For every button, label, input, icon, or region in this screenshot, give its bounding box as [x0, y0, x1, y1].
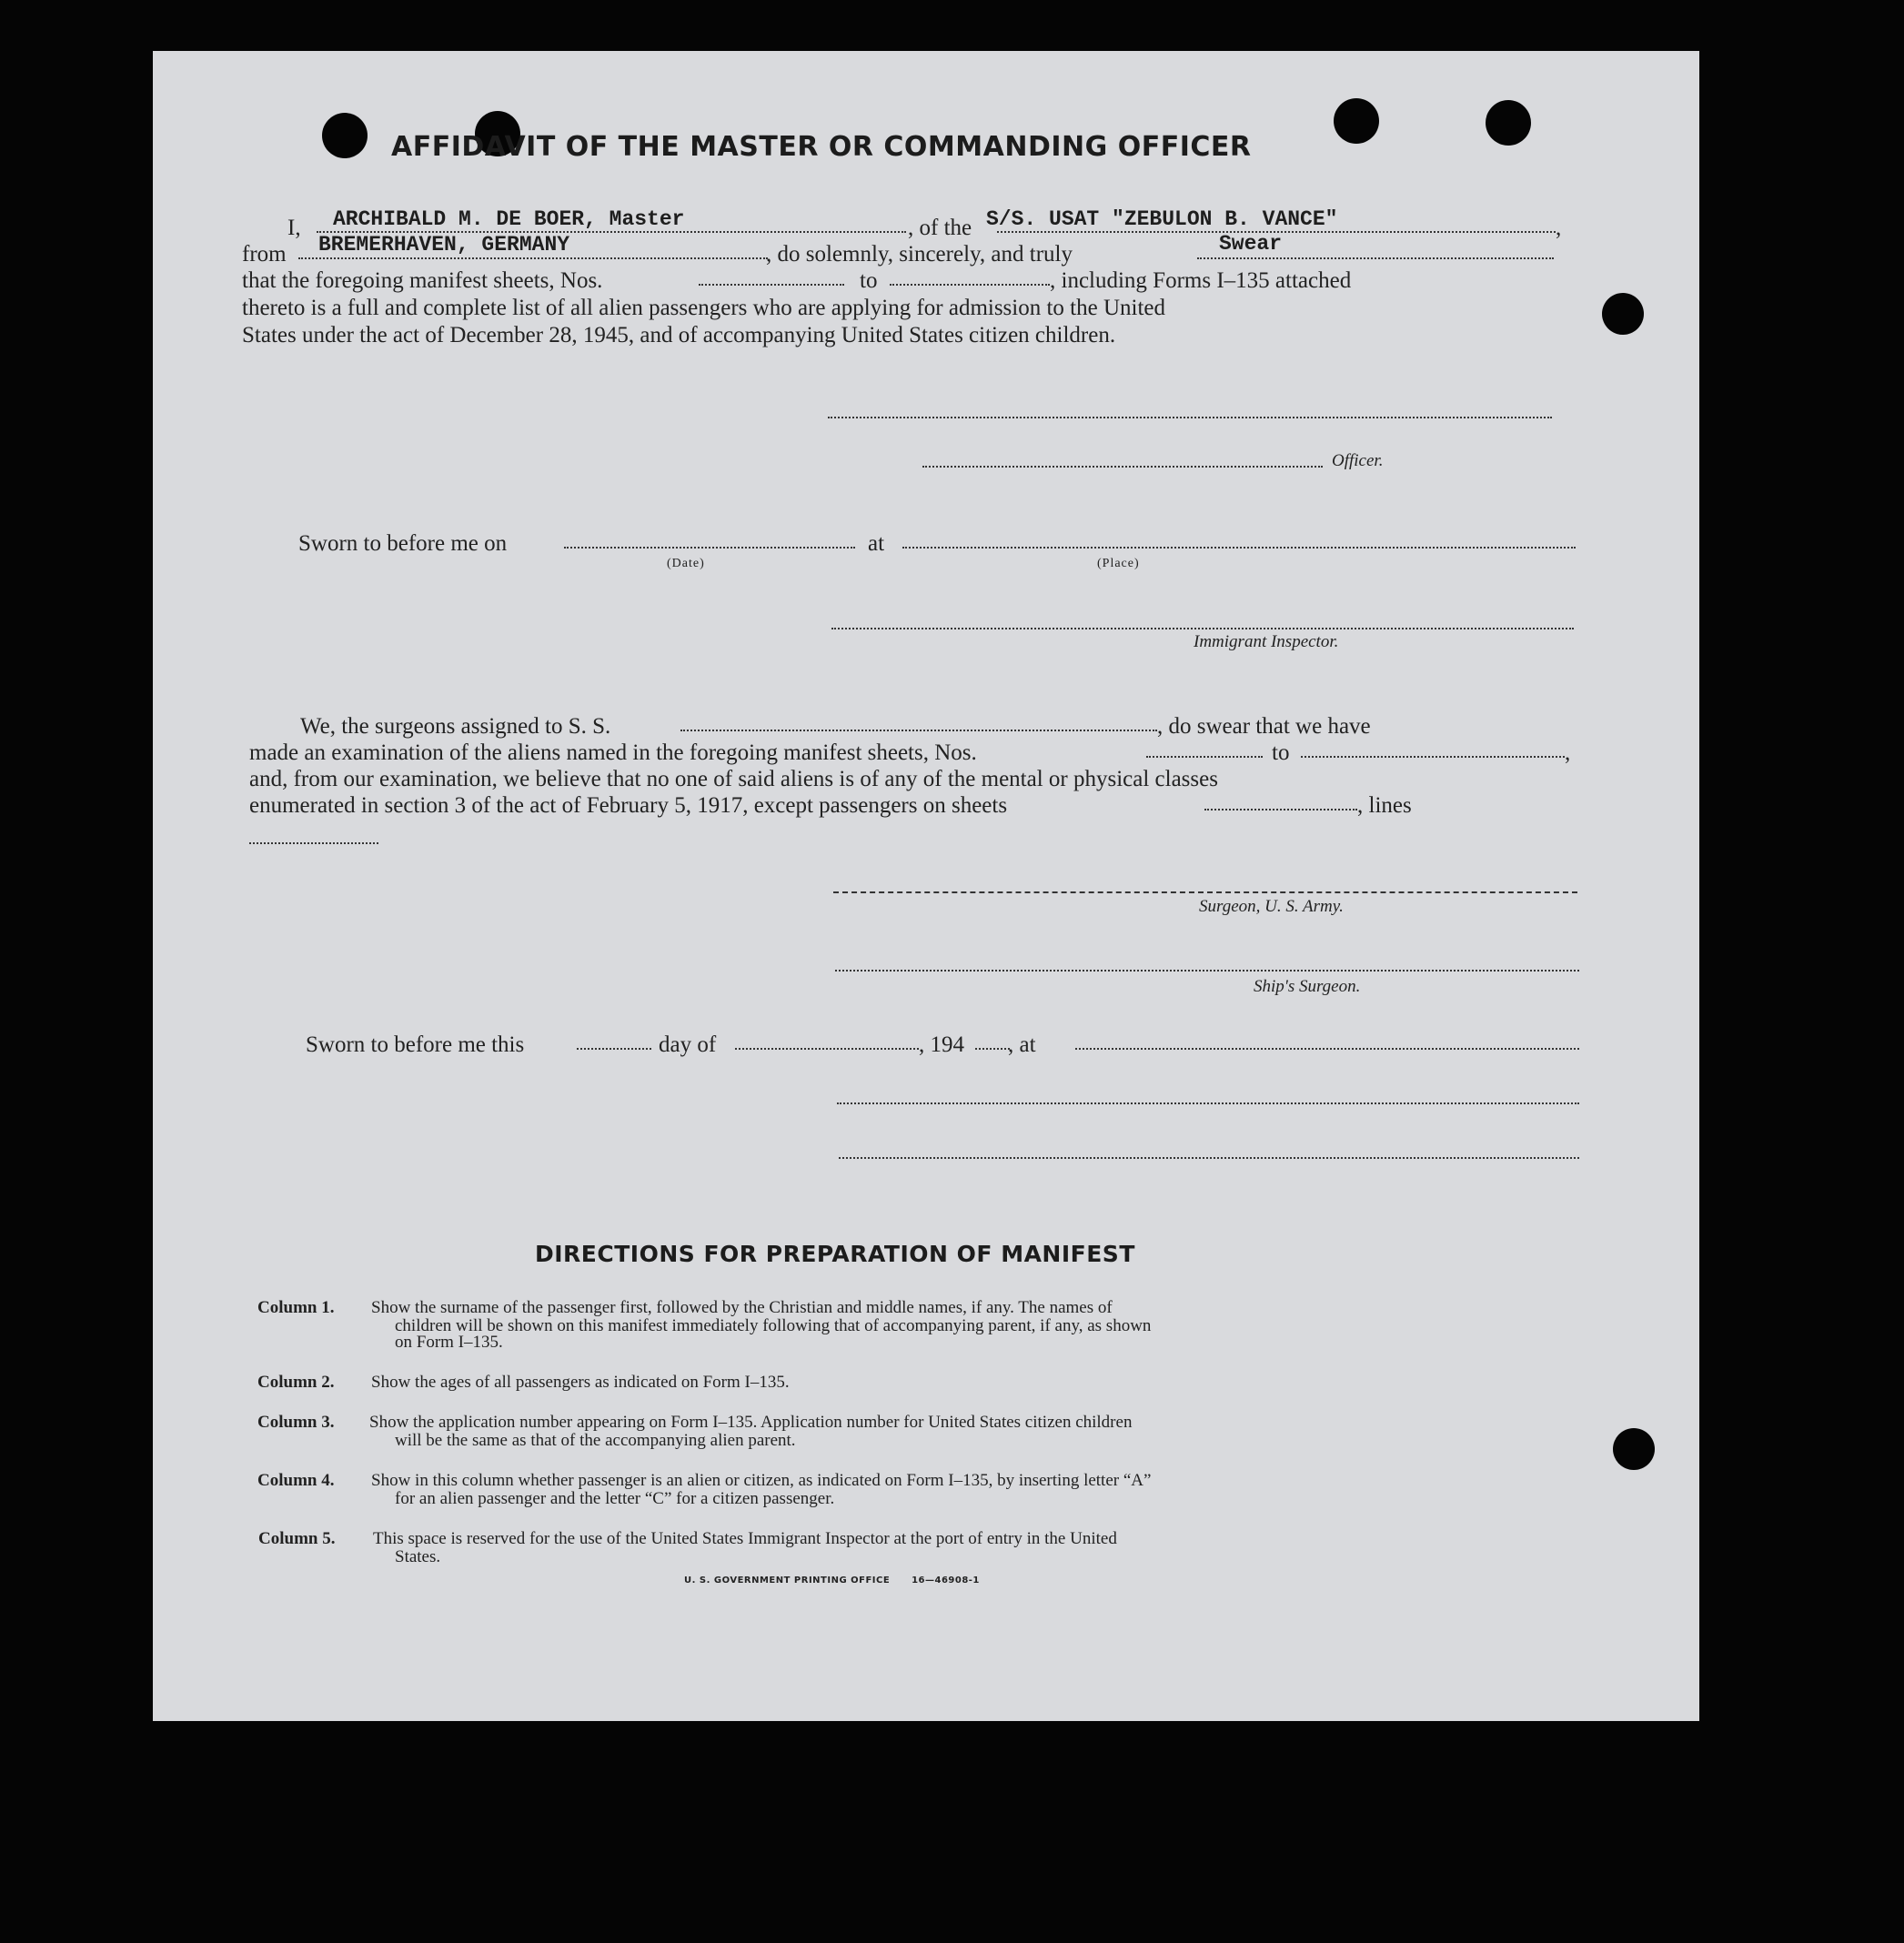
- punch-hole: [1613, 1428, 1655, 1470]
- direction-column-1-label: Column 1.: [257, 1298, 335, 1317]
- printing-office-footer: U. S. GOVERNMENT PRINTING OFFICE 16—46908-1: [684, 1576, 980, 1586]
- sworn-place-line[interactable]: [902, 547, 1576, 549]
- surgeons-text-4a: enumerated in section 3 of the act of February 5, 1917, except passengers on sheets: [249, 793, 1008, 818]
- surgeons-text-4b: , lines: [1357, 793, 1412, 818]
- punch-hole: [322, 113, 368, 158]
- text-at: at: [868, 531, 885, 556]
- ship-surgeon-label: Ship's Surgeon.: [1254, 977, 1361, 996]
- place-caption: (Place): [1097, 557, 1140, 570]
- direction-column-2-label: Column 2.: [257, 1373, 335, 1392]
- sworn-before-label: Sworn to before me on: [298, 531, 508, 556]
- direction-column-1-text-3: on Form I–135.: [395, 1333, 503, 1352]
- surgeons-text-3: and, from our examination, we believe that no one of said aliens is of any of the mental or physical classes: [249, 767, 1218, 791]
- sheet-to-line[interactable]: [890, 284, 1050, 286]
- ship-surgeon-signature-line[interactable]: [835, 970, 1579, 972]
- direction-column-4-text-2: for an alien passenger and the letter “C” for a citizen passenger.: [395, 1489, 835, 1508]
- affidavit-text-line-4: thereto is a full and complete list of all alien passengers who are applying for admission to the United: [242, 296, 1166, 320]
- army-surgeon-label: Surgeon, U. S. Army.: [1199, 897, 1344, 916]
- text-from: from: [242, 242, 287, 267]
- inspector-signature-line[interactable]: [831, 628, 1574, 629]
- date-caption: (Date): [667, 557, 705, 570]
- surgeons-text-to: to: [1272, 740, 1290, 765]
- text-to: to: [860, 268, 878, 293]
- text-manifest-sheets: that the foregoing manifest sheets, Nos.: [242, 268, 603, 293]
- text-i: I,: [287, 216, 301, 240]
- surgeons-text-comma: ,: [1565, 740, 1571, 765]
- sworn-month-line[interactable]: [735, 1048, 919, 1050]
- text-year-194: , 194: [919, 1032, 964, 1057]
- master-name-field[interactable]: ARCHIBALD M. DE BOER, Master: [333, 207, 685, 231]
- oath-field[interactable]: Swear: [1219, 232, 1283, 256]
- direction-column-4-text: Show in this column whether passenger is an alien or citizen, as indicated on Form I–135, by inserting letter “A”: [371, 1471, 1152, 1490]
- text-day-of: day of: [659, 1032, 717, 1057]
- text-including-forms: , including Forms I–135 attached: [1050, 268, 1352, 293]
- direction-column-4-label: Column 4.: [257, 1471, 335, 1490]
- officer-label: Officer.: [1332, 451, 1384, 470]
- port-line: [298, 257, 768, 259]
- direction-column-3-text: Show the application number appearing on Form I–135. Application number for United States citizen children: [369, 1413, 1133, 1432]
- direction-column-5-text-2: States.: [395, 1547, 441, 1566]
- sworn-year-digit-line[interactable]: [975, 1048, 1010, 1050]
- sheet-from-line[interactable]: [699, 284, 844, 286]
- text-of-the: , of the: [908, 216, 972, 240]
- punch-hole: [1602, 293, 1644, 335]
- punch-hole: [1334, 98, 1379, 144]
- direction-column-3-label: Column 3.: [257, 1413, 335, 1432]
- sworn-day-line[interactable]: [577, 1048, 651, 1050]
- text-do-solemnly: , do solemnly, sincerely, and truly: [766, 242, 1073, 267]
- surgeon-ship-line[interactable]: [680, 730, 1157, 731]
- except-sheets-line[interactable]: [1204, 809, 1357, 810]
- affidavit-text-line-5: States under the act of December 28, 1945, and of accompanying United States citizen children.: [242, 323, 1116, 347]
- direction-column-5-text: This space is reserved for the use of the United States Immigrant Inspector at the port of entry in the United: [373, 1529, 1117, 1548]
- surgeon-sheet-to-line[interactable]: [1301, 756, 1565, 758]
- sworn-place-line-2[interactable]: [1075, 1048, 1579, 1050]
- surgeons-text-1b: , do swear that we have: [1157, 714, 1371, 739]
- immigrant-inspector-label: Immigrant Inspector.: [1194, 632, 1339, 651]
- direction-column-3-text-2: will be the same as that of the accompanying alien parent.: [395, 1431, 796, 1450]
- punch-hole: [1486, 100, 1531, 146]
- direction-column-1-text: Show the surname of the passenger first, followed by the Christian and middle names, if any. The names of: [371, 1298, 1113, 1317]
- direction-column-1-text-2: children will be shown on this manifest immediately following that of accompanying parent, if any, as shown: [395, 1316, 1152, 1335]
- surgeons-text-2a: made an examination of the aliens named in the foregoing manifest sheets, Nos.: [249, 740, 977, 765]
- directions-title: DIRECTIONS FOR PREPARATION OF MANIFEST: [535, 1241, 1135, 1267]
- officer-title-line[interactable]: [922, 466, 1323, 468]
- affidavit-form-page: [153, 51, 1699, 1721]
- army-surgeon-signature-line[interactable]: [833, 891, 1577, 893]
- ship-name-field[interactable]: S/S. USAT "ZEBULON B. VANCE": [986, 207, 1338, 231]
- surgeons-text-1a: We, the surgeons assigned to S. S.: [300, 714, 611, 739]
- sworn-date-line[interactable]: [564, 547, 855, 549]
- signature-line-3[interactable]: [837, 1102, 1579, 1104]
- surgeon-sheet-from-line[interactable]: [1146, 756, 1263, 758]
- text-at-2: , at: [1008, 1032, 1036, 1057]
- port-field[interactable]: BREMERHAVEN, GERMANY: [318, 233, 570, 257]
- text-comma: ,: [1556, 216, 1562, 240]
- affidavit-title: AFFIDAVIT OF THE MASTER OR COMMANDING OFFICER: [391, 131, 1252, 163]
- signature-line-4[interactable]: [839, 1157, 1579, 1159]
- oath-line: [1197, 257, 1554, 259]
- direction-column-5-label: Column 5.: [258, 1529, 336, 1548]
- lines-field-line[interactable]: [249, 842, 378, 844]
- sworn-this-label: Sworn to before me this: [306, 1032, 525, 1057]
- officer-signature-line[interactable]: [828, 417, 1552, 418]
- direction-column-2-text: Show the ages of all passengers as indicated on Form I–135.: [371, 1373, 790, 1392]
